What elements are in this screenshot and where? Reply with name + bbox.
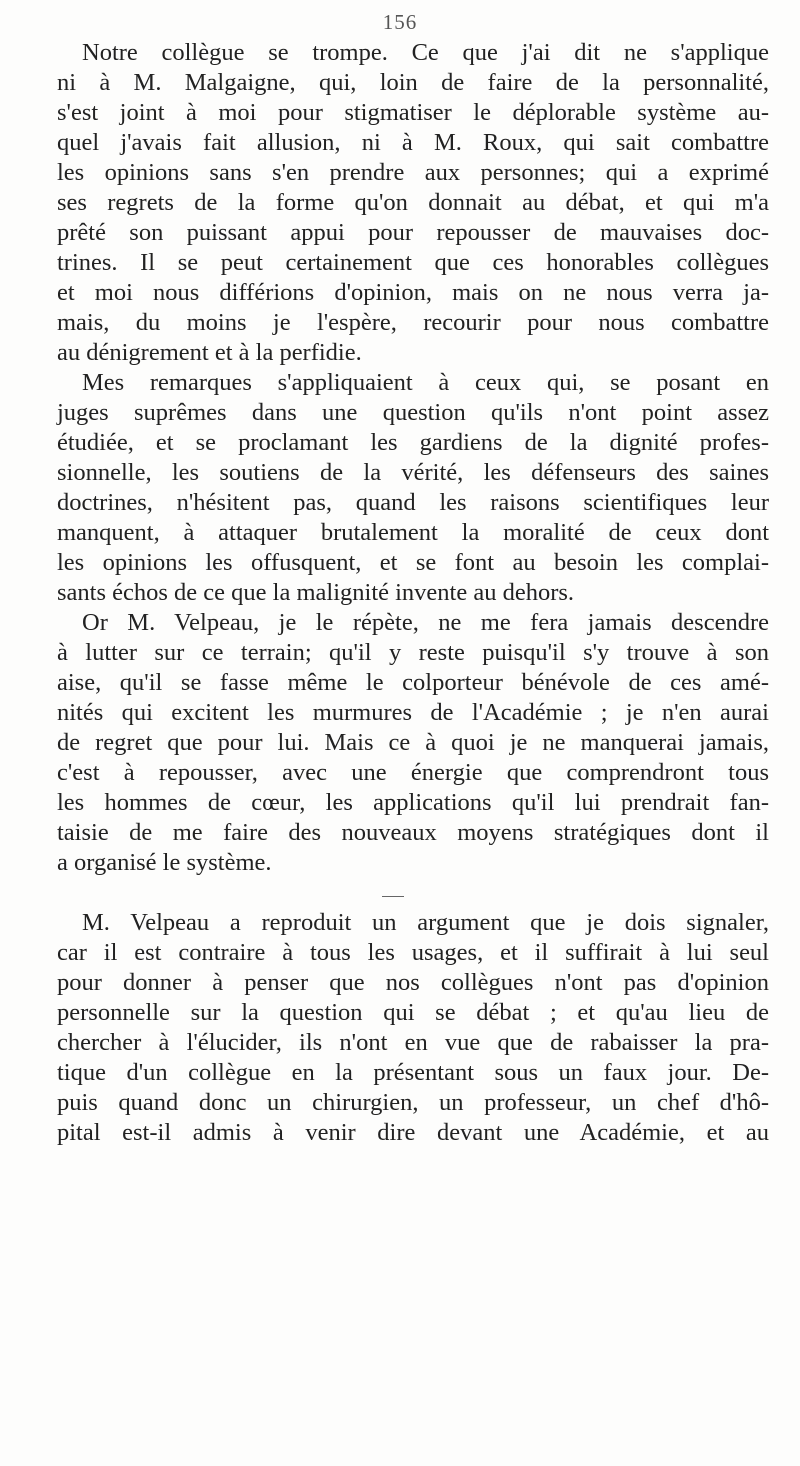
text-line: aise, qu'il se fasse même le colporteur bénévole de ces amé- — [57, 669, 769, 696]
text-line: de regret que pour lui. Mais ce à quoi je ne manquerai jamais, — [57, 729, 769, 756]
text-line: pital est-il admis à venir dire devant une Académie, et au — [57, 1119, 769, 1146]
text-line: ses regrets de la forme qu'on donnait au débat, et qui m'a — [57, 189, 769, 216]
text-line: a organisé le système. — [57, 849, 272, 876]
text-line: les opinions les offusquent, et se font au besoin les complai- — [57, 549, 769, 576]
paragraph-1 — [57, 38, 769, 368]
text-line: sionnelle, les soutiens de la vérité, les défenseurs des saines — [57, 459, 769, 486]
text-line: s'est joint à moi pour stigmatiser le déplorable système au- — [57, 99, 769, 126]
text-line: doctrines, n'hésitent pas, quand les raisons scientifiques leur — [57, 489, 769, 516]
text-line: trines. Il se peut certainement que ces honorables collègues — [57, 249, 769, 276]
text-line: tique d'un collègue en la présentant sous un faux jour. De- — [57, 1059, 769, 1086]
text-line: les hommes de cœur, les applications qu'il lui prendrait fan- — [57, 789, 769, 816]
separator-dash — [382, 896, 404, 897]
text-line: car il est contraire à tous les usages, et il suffirait à lui seul — [57, 939, 769, 966]
paragraph-4 — [57, 908, 769, 1148]
text-line: taisie de me faire des nouveaux moyens stratégiques dont il — [57, 819, 769, 846]
text-line: au dénigrement et à la perfidie. — [57, 339, 362, 366]
text-line: les opinions sans s'en prendre aux personnes; qui a exprimé — [57, 159, 769, 186]
text-line: Notre collègue se trompe. Ce que j'ai dit ne s'applique — [82, 39, 769, 66]
text-line: ni à M. Malgaigne, qui, loin de faire de la personnalité, — [57, 69, 769, 96]
text-line: étudiée, et se proclamant les gardiens de la dignité profes- — [57, 429, 769, 456]
text-line: prêté son puissant appui pour repousser de mauvaises doc- — [57, 219, 769, 246]
text-line: chercher à l'élucider, ils n'ont en vue que de rabaisser la pra- — [57, 1029, 769, 1056]
text-line: sants échos de ce que la malignité invente au dehors. — [57, 579, 575, 606]
body-text — [57, 38, 769, 1148]
section-separator — [57, 878, 769, 908]
text-line: c'est à repousser, avec une énergie que comprendront tous — [57, 759, 769, 786]
paragraph-3 — [57, 608, 769, 878]
text-line: juges suprêmes dans une question qu'ils n'ont point assez — [57, 399, 769, 426]
text-line: Mes remarques s'appliquaient à ceux qui, se posant en — [82, 369, 769, 396]
text-line: et moi nous différions d'opinion, mais on ne nous verra ja- — [57, 279, 769, 306]
text-line: manquent, à attaquer brutalement la moralité de ceux dont — [57, 519, 769, 546]
paragraph-2 — [57, 368, 769, 608]
text-line: Or M. Velpeau, je le répète, ne me fera jamais descendre — [82, 609, 769, 636]
text-line: à lutter sur ce terrain; qu'il y reste puisqu'il s'y trouve à son — [57, 639, 769, 666]
page-number: 156 — [382, 10, 418, 34]
text-line: M. Velpeau a reproduit un argument que je dois signaler, — [82, 909, 769, 936]
text-line: puis quand donc un chirurgien, un professeur, un chef d'hô- — [57, 1089, 769, 1116]
text-line: quel j'avais fait allusion, ni à M. Roux, qui sait combattre — [57, 129, 769, 156]
text-line: personnelle sur la question qui se débat ; et qu'au lieu de — [57, 999, 769, 1026]
text-line: nités qui excitent les murmures de l'Académie ; je n'en aurai — [57, 699, 769, 726]
text-line: pour donner à penser que nos collègues n'ont pas d'opinion — [57, 969, 769, 996]
text-line: mais, du moins je l'espère, recourir pour nous combattre — [57, 309, 769, 336]
